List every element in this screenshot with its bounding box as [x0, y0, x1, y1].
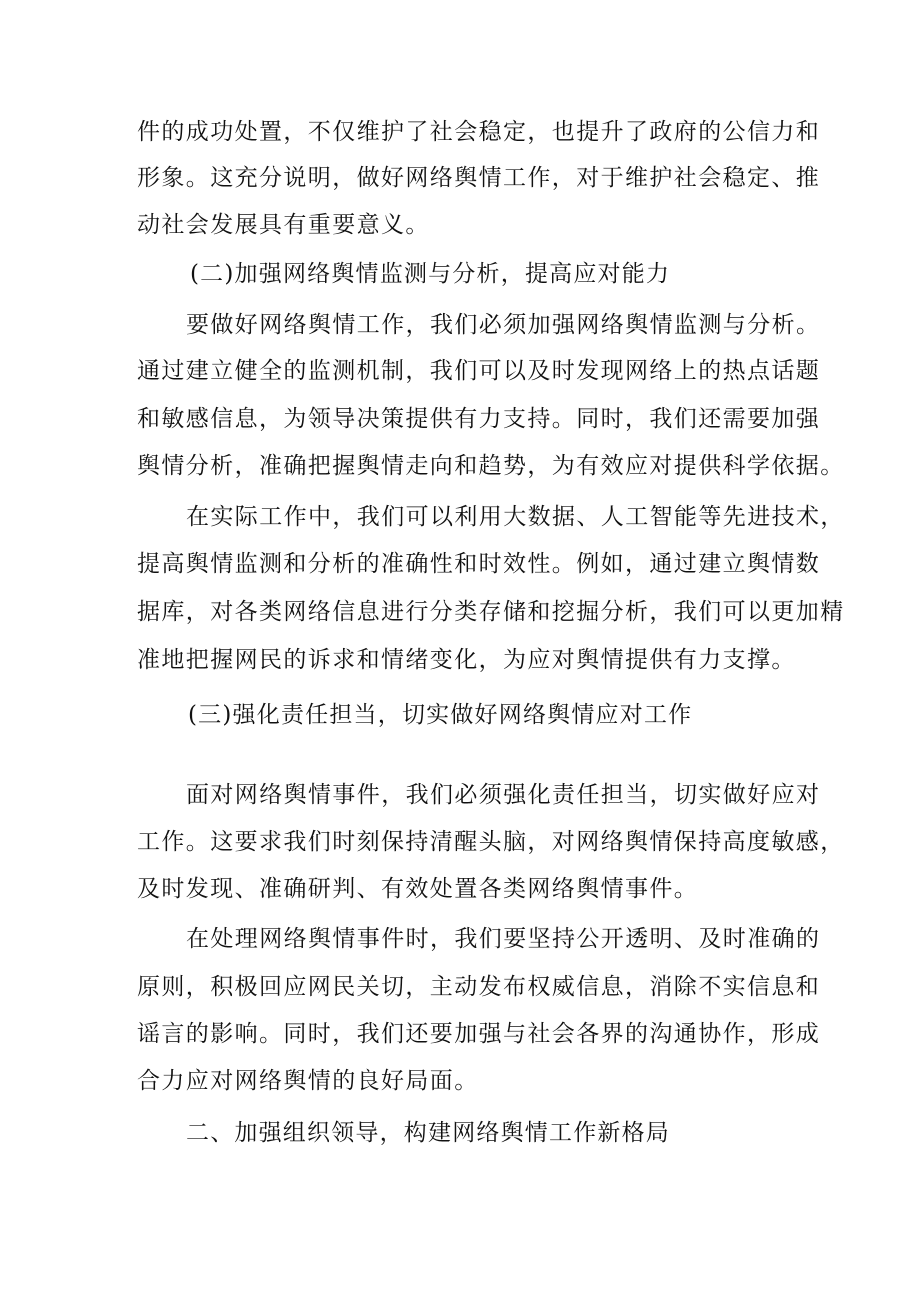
paragraph-line: 准地把握网民的诉求和情绪变化，为应对舆情提供有力支撑。: [137, 647, 796, 673]
paragraph-line: 面对网络舆情事件，我们必须强化责任担当，切实做好应对: [186, 782, 821, 808]
section-heading: (三)强化责任担当，切实做好网络舆情应对工作: [188, 702, 693, 728]
paragraph-line: 及时发现、准确研判、有效处置各类网络舆情事件。: [137, 876, 699, 902]
paragraph-line: 原则，积极回应网民关切，主动发布权威信息，消除不实信息和: [137, 974, 821, 1000]
section-heading: (二)加强网络舆情监测与分析，提高应对能力: [190, 261, 671, 287]
paragraph-line: 和敏感信息，为领导决策提供有力支持。同时，我们还需要加强: [137, 406, 821, 432]
paragraph-line: 在实际工作中，我们可以利用大数据、人工智能等先进技术，: [186, 504, 845, 530]
paragraph-line: 要做好网络舆情工作，我们必须加强网络舆情监测与分析。: [186, 312, 821, 338]
paragraph-line: 在处理网络舆情事件时，我们要坚持公开透明、及时准确的: [186, 926, 821, 952]
paragraph-line: 动社会发展具有重要意义。: [137, 212, 430, 238]
paragraph-line: 工作。这要求我们时刻保持清醒头脑，对网络舆情保持高度敏感，: [137, 829, 845, 855]
paragraph-line: 合力应对网络舆情的良好局面。: [137, 1068, 479, 1094]
paragraph-line: 据库，对各类网络信息进行分类存储和挖掘分析，我们可以更加精: [137, 599, 845, 625]
chapter-heading: 二、加强组织领导，构建网络舆情工作新格局: [186, 1120, 670, 1146]
paragraph-line: 提高舆情监测和分析的准确性和时效性。例如，通过建立舆情数: [137, 551, 821, 577]
paragraph-line: 件的成功处置，不仅维护了社会稳定，也提升了政府的公信力和: [137, 119, 821, 145]
paragraph-line: 形象。这充分说明，做好网络舆情工作，对于维护社会稳定、推: [137, 165, 821, 191]
paragraph-line: 舆情分析，准确把握舆情走向和趋势，为有效应对提供科学依据。: [137, 453, 845, 479]
paragraph-line: 谣言的影响。同时，我们还要加强与社会各界的沟通协作，形成: [137, 1021, 821, 1047]
paragraph-line: 通过建立健全的监测机制，我们可以及时发现网络上的热点话题: [137, 358, 821, 384]
